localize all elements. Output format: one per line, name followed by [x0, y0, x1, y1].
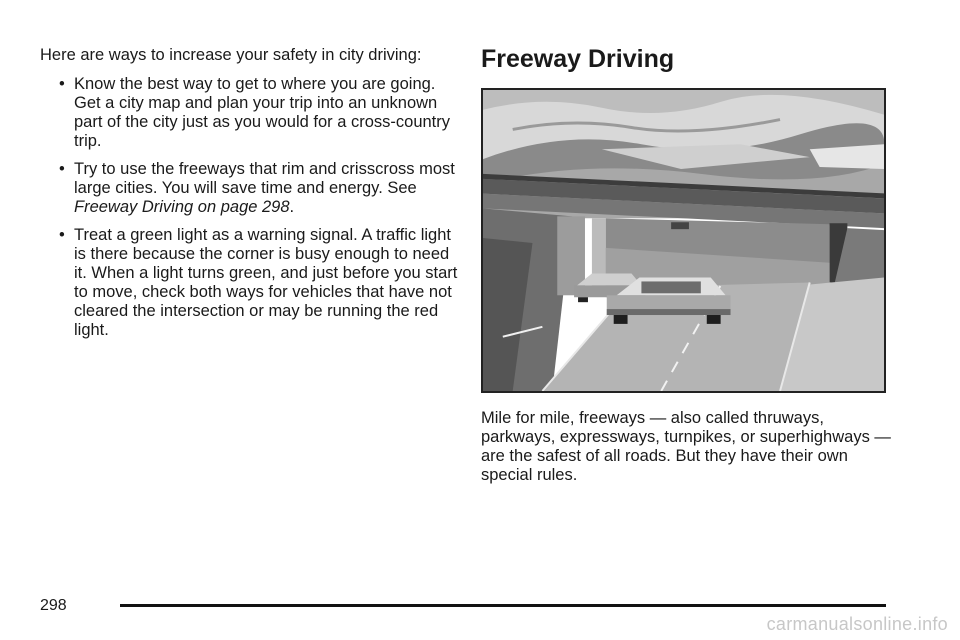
bullet-icon: • [59, 160, 65, 178]
list-item-text: Try to use the freeways that rim and crisscross most large cities. You will save time and energy. See [74, 160, 455, 197]
safety-tips-list [40, 75, 460, 340]
bullet-icon: • [59, 226, 65, 244]
freeway-scene-image [483, 90, 884, 391]
right-column-heading [481, 44, 901, 74]
left-column [40, 46, 460, 349]
footer-rule [120, 604, 886, 607]
right-body [481, 409, 901, 485]
watermark: carmanualsonline.info [766, 614, 948, 634]
section-heading: Freeway Driving [481, 45, 675, 73]
list-item-text: Treat a green light as a warning signal. A traffic light is there because the corner is busy enough to need it. When a light turns green, and just before you start to move, check both ways for vehicles that have not cleared the intersection or may be running the red light. [74, 226, 458, 339]
list-item [40, 75, 460, 151]
list-item [40, 160, 460, 217]
list-item-text: Know the best way to get to where you are going. Get a city map and plan your trip into an unknown part of the city just as you would for a cross-country trip. [74, 75, 450, 150]
page-reference-link[interactable]: Freeway Driving on page 298 [74, 198, 290, 216]
list-item-text-end: . [289, 198, 295, 216]
intro-paragraph: Here are ways to increase your safety in city driving: [40, 46, 422, 64]
list-item [40, 226, 460, 340]
freeway-illustration [481, 88, 886, 393]
bullet-icon: • [59, 75, 65, 93]
page-number: 298 [40, 597, 67, 614]
freeway-paragraph: Mile for mile, freeways — also called thruways, parkways, expressways, turnpikes, or superhighways — are the safest of all roads. But they have their own special rules. [481, 409, 891, 484]
